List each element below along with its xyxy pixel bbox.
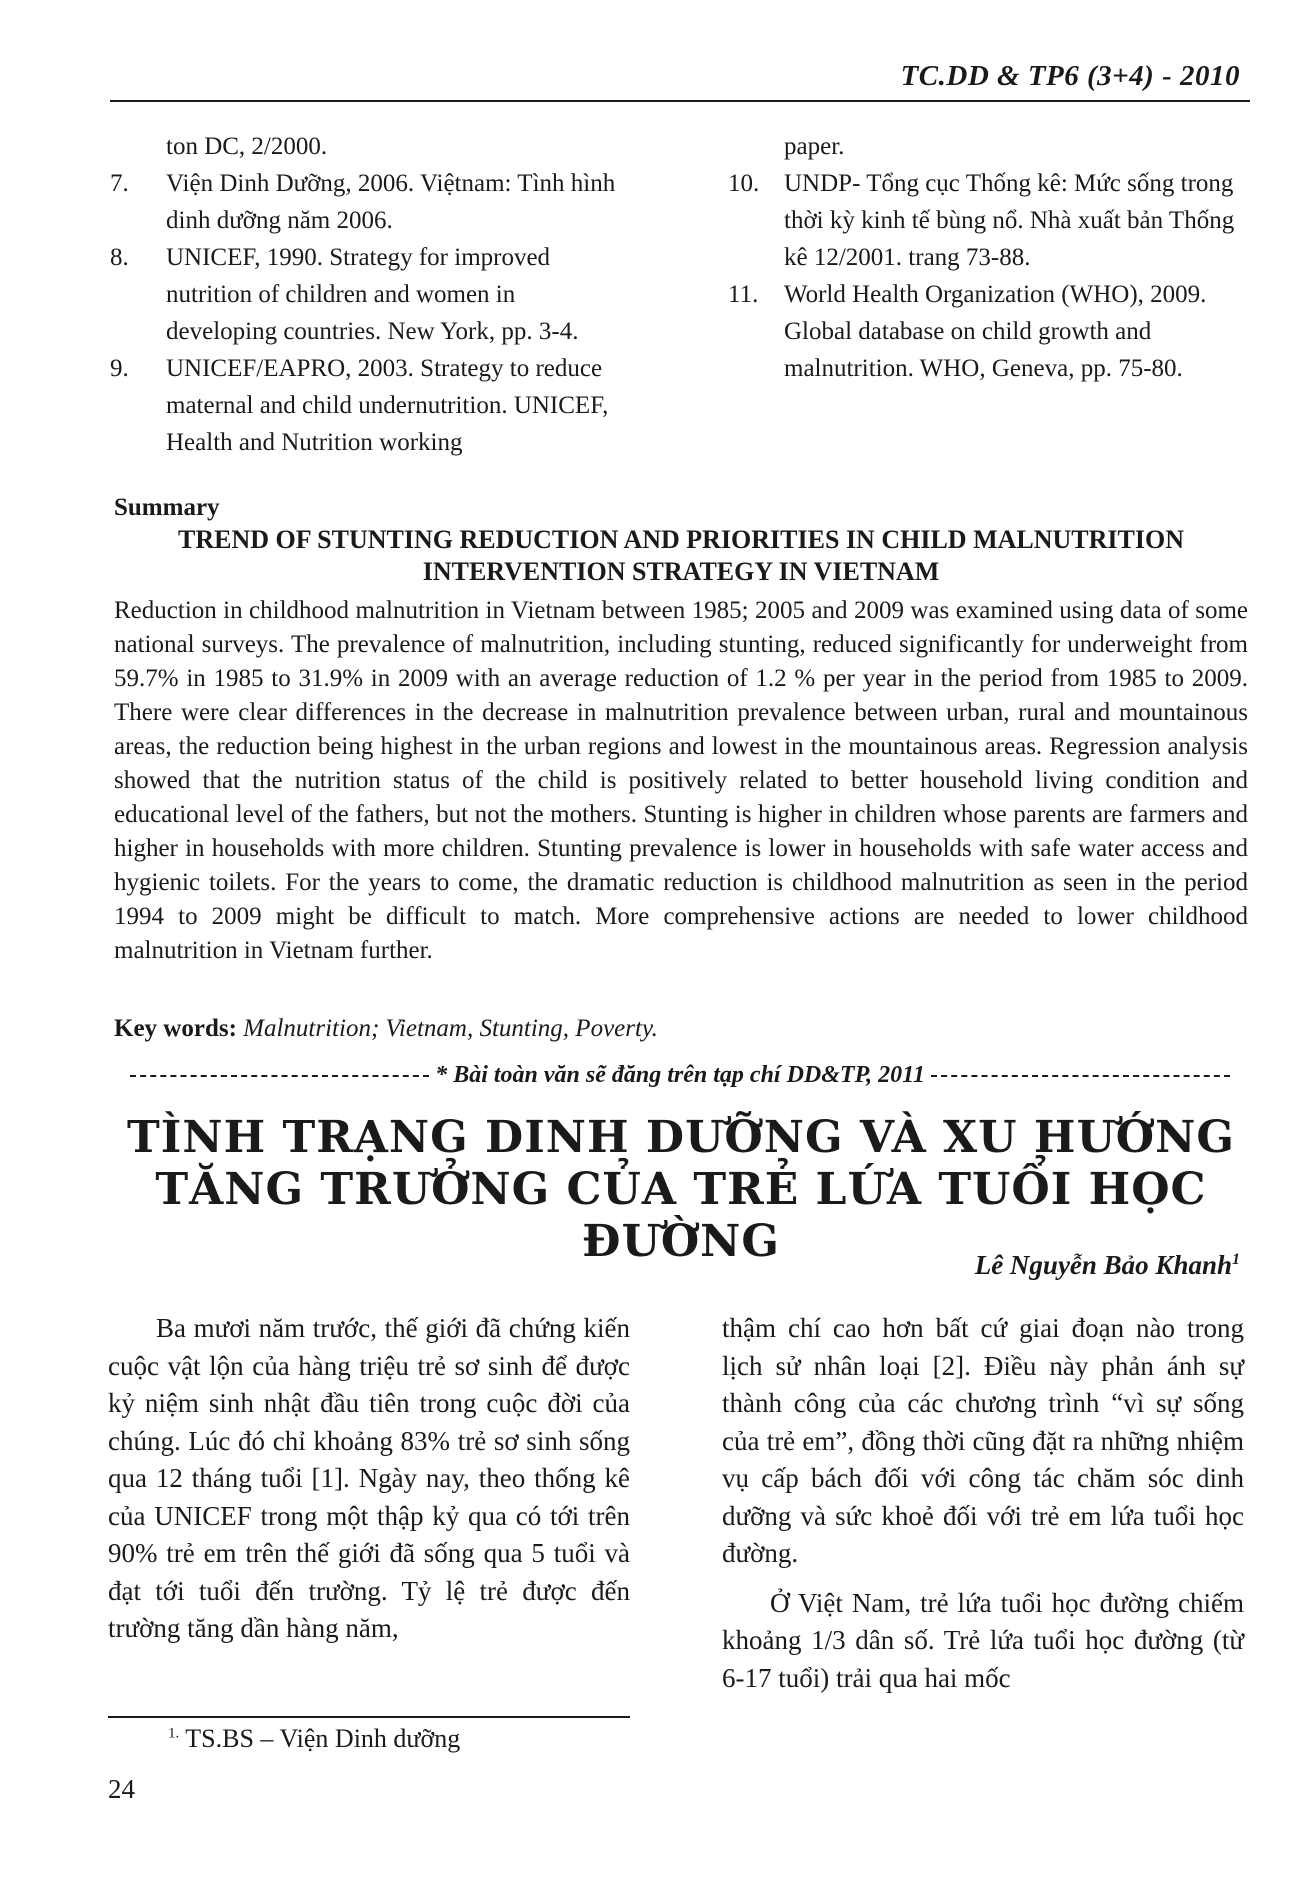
reference-text: World Health Organization (WHO), 2009. Global database on child growth and malnutrition. WHO, Geneva, pp. 75-80. [784,281,1207,382]
running-head: TC.DD & TP6 (3+4) - 2010 [900,60,1240,92]
reference-continuation: ton DC, 2/2000. [166,133,328,160]
author-text: Lê Nguyễn Bảo Khanh [974,1250,1232,1280]
reference-item [110,239,630,350]
reference-item [728,276,1248,387]
reference-continuation: paper. [784,133,845,160]
footnote-text: TS.BS – Viện Dinh dưỡng [185,1724,461,1753]
dashed-rule-left [130,1075,429,1077]
body-paragraph: Ở Việt Nam, trẻ lứa tuổi học đường chiếm khoảng 1/3 dân số. Trẻ lứa tuổi học đường (từ 6-17 tuổi) trải qua hai mốc [722,1587,1244,1693]
references-right-column [728,128,1248,387]
summary-title: TREND OF STUNTING REDUCTION AND PRIORITIES IN CHILD MALNUTRITION INTERVENTION STRATEGY IN VIETNAM [178,525,1184,586]
reference-number: 9. [110,355,129,382]
body-left-column [108,1310,630,1648]
keywords-label: Key words: [114,1015,237,1042]
summary-body: Reduction in childhood malnutrition in Vietnam between 1985; 2005 and 2009 was examined using data of some national surveys. The prevalence of malnutrition, including stunting, reduced significantly for underweight from 59.7% in 1985 to 31.9% in 2009 with an average reduction of 1.2 % per year in the period from 1985 to 2009. There were clear differences in the decrease in malnutrition prevalence between urban, rural and mountainous areas, the reduction being highest in the urban regions and lowest in the mountainous areas. Regression analysis showed that the nutrition status of the child is positively related to better household living condition and educational level of the fathers, but not the mothers. Stunting is higher in children whose parents are farmers and higher in households with more children. Stunting prevalence is lower in households with safe water access and hygienic toilets. For the years to come, the dramatic reduction is childhood malnutrition as seen in the period 1994 to 2009 might be difficult to match. More comprehensive actions are needed to lower childhood malnutrition in Vietnam further. [114,597,1248,964]
reference-item [110,350,630,461]
keywords-list: Malnutrition; Vietnam, Stunting, Poverty. [243,1015,658,1042]
footnote-rule [108,1716,630,1718]
header-rule [110,100,1250,102]
reference-item [110,165,630,239]
reference-item [728,165,1248,276]
author-footnote-mark: 1 [1232,1251,1240,1268]
references-left-column [110,128,630,461]
summary-label: Summary [114,494,220,521]
keywords [114,1015,1248,1043]
body-paragraph: Ba mươi năm trước, thế giới đã chứng kiến cuộc vật lộn của hàng triệu trẻ sơ sinh để được kỷ niệm sinh nhật đầu tiên trong cuộc đời của chúng. Lúc đó chỉ khoảng 83% trẻ sơ sinh sống qua 12 tháng tuổi [1]. Ngày nay, theo thống kê của UNICEF trong một thập kỷ qua có tới trên 90% trẻ em trên thế giới đã sống qua 5 tuổi và đạt tới tuổi đến trường. Tỷ lệ trẻ được đến trường tăng dần hàng năm, [108,1313,630,1643]
note-text: * Bài toàn văn sẽ đăng trên tạp chí DD&TP, 2011 [435,1062,925,1088]
page-number: 24 [108,1774,135,1804]
reference-text: UNICEF/EAPRO, 2003. Strategy to reduce maternal and child undernutrition. UNICEF, Health and Nutrition working [166,355,609,456]
reference-number: 11. [728,281,759,308]
reference-number: 7. [110,170,129,197]
body-paragraph: thậm chí cao hơn bất cứ giai đoạn nào trong lịch sử nhân loại [2]. Điều này phản ánh sự thành công của các chương trình “vì sự sống của trẻ em”, đồng thời cũng đặt ra những nhiệm vụ cấp bách đối với công tác chăm sóc dinh dưỡng và sức khoẻ đối với trẻ em lứa tuổi học đường. [722,1313,1244,1568]
article-title [114,1112,1248,1268]
footnote [168,1724,460,1754]
footnote-mark: 1. [168,1725,180,1742]
article-title-line-1: TÌNH TRẠNG DINH DƯỠNG VÀ XU HƯỚNG [127,1112,1235,1163]
reference-text: UNICEF, 1990. Strategy for improved nutrition of children and women in developing countries. New York, pp. 3-4. [166,244,579,345]
dashed-rule-right [931,1075,1230,1077]
reference-text: Viện Dinh Dưỡng, 2006. Việtnam: Tình hình dinh dưỡng năm 2006. [166,170,616,234]
reference-number: 10. [728,170,760,197]
reference-text: UNDP- Tổng cục Thống kê: Mức sống trong thời kỳ kinh tế bùng nổ. Nhà xuất bản Thống kê 12/2001. trang 73-88. [784,170,1235,271]
article-title-line-2: TĂNG TRƯỞNG CỦA TRẺ LỨA TUỔI HỌC ĐƯỜNG [155,1164,1207,1267]
author-name [760,1250,1240,1281]
body-right-column [722,1310,1244,1697]
reference-number: 8. [110,244,129,271]
full-text-note [130,1062,1230,1089]
